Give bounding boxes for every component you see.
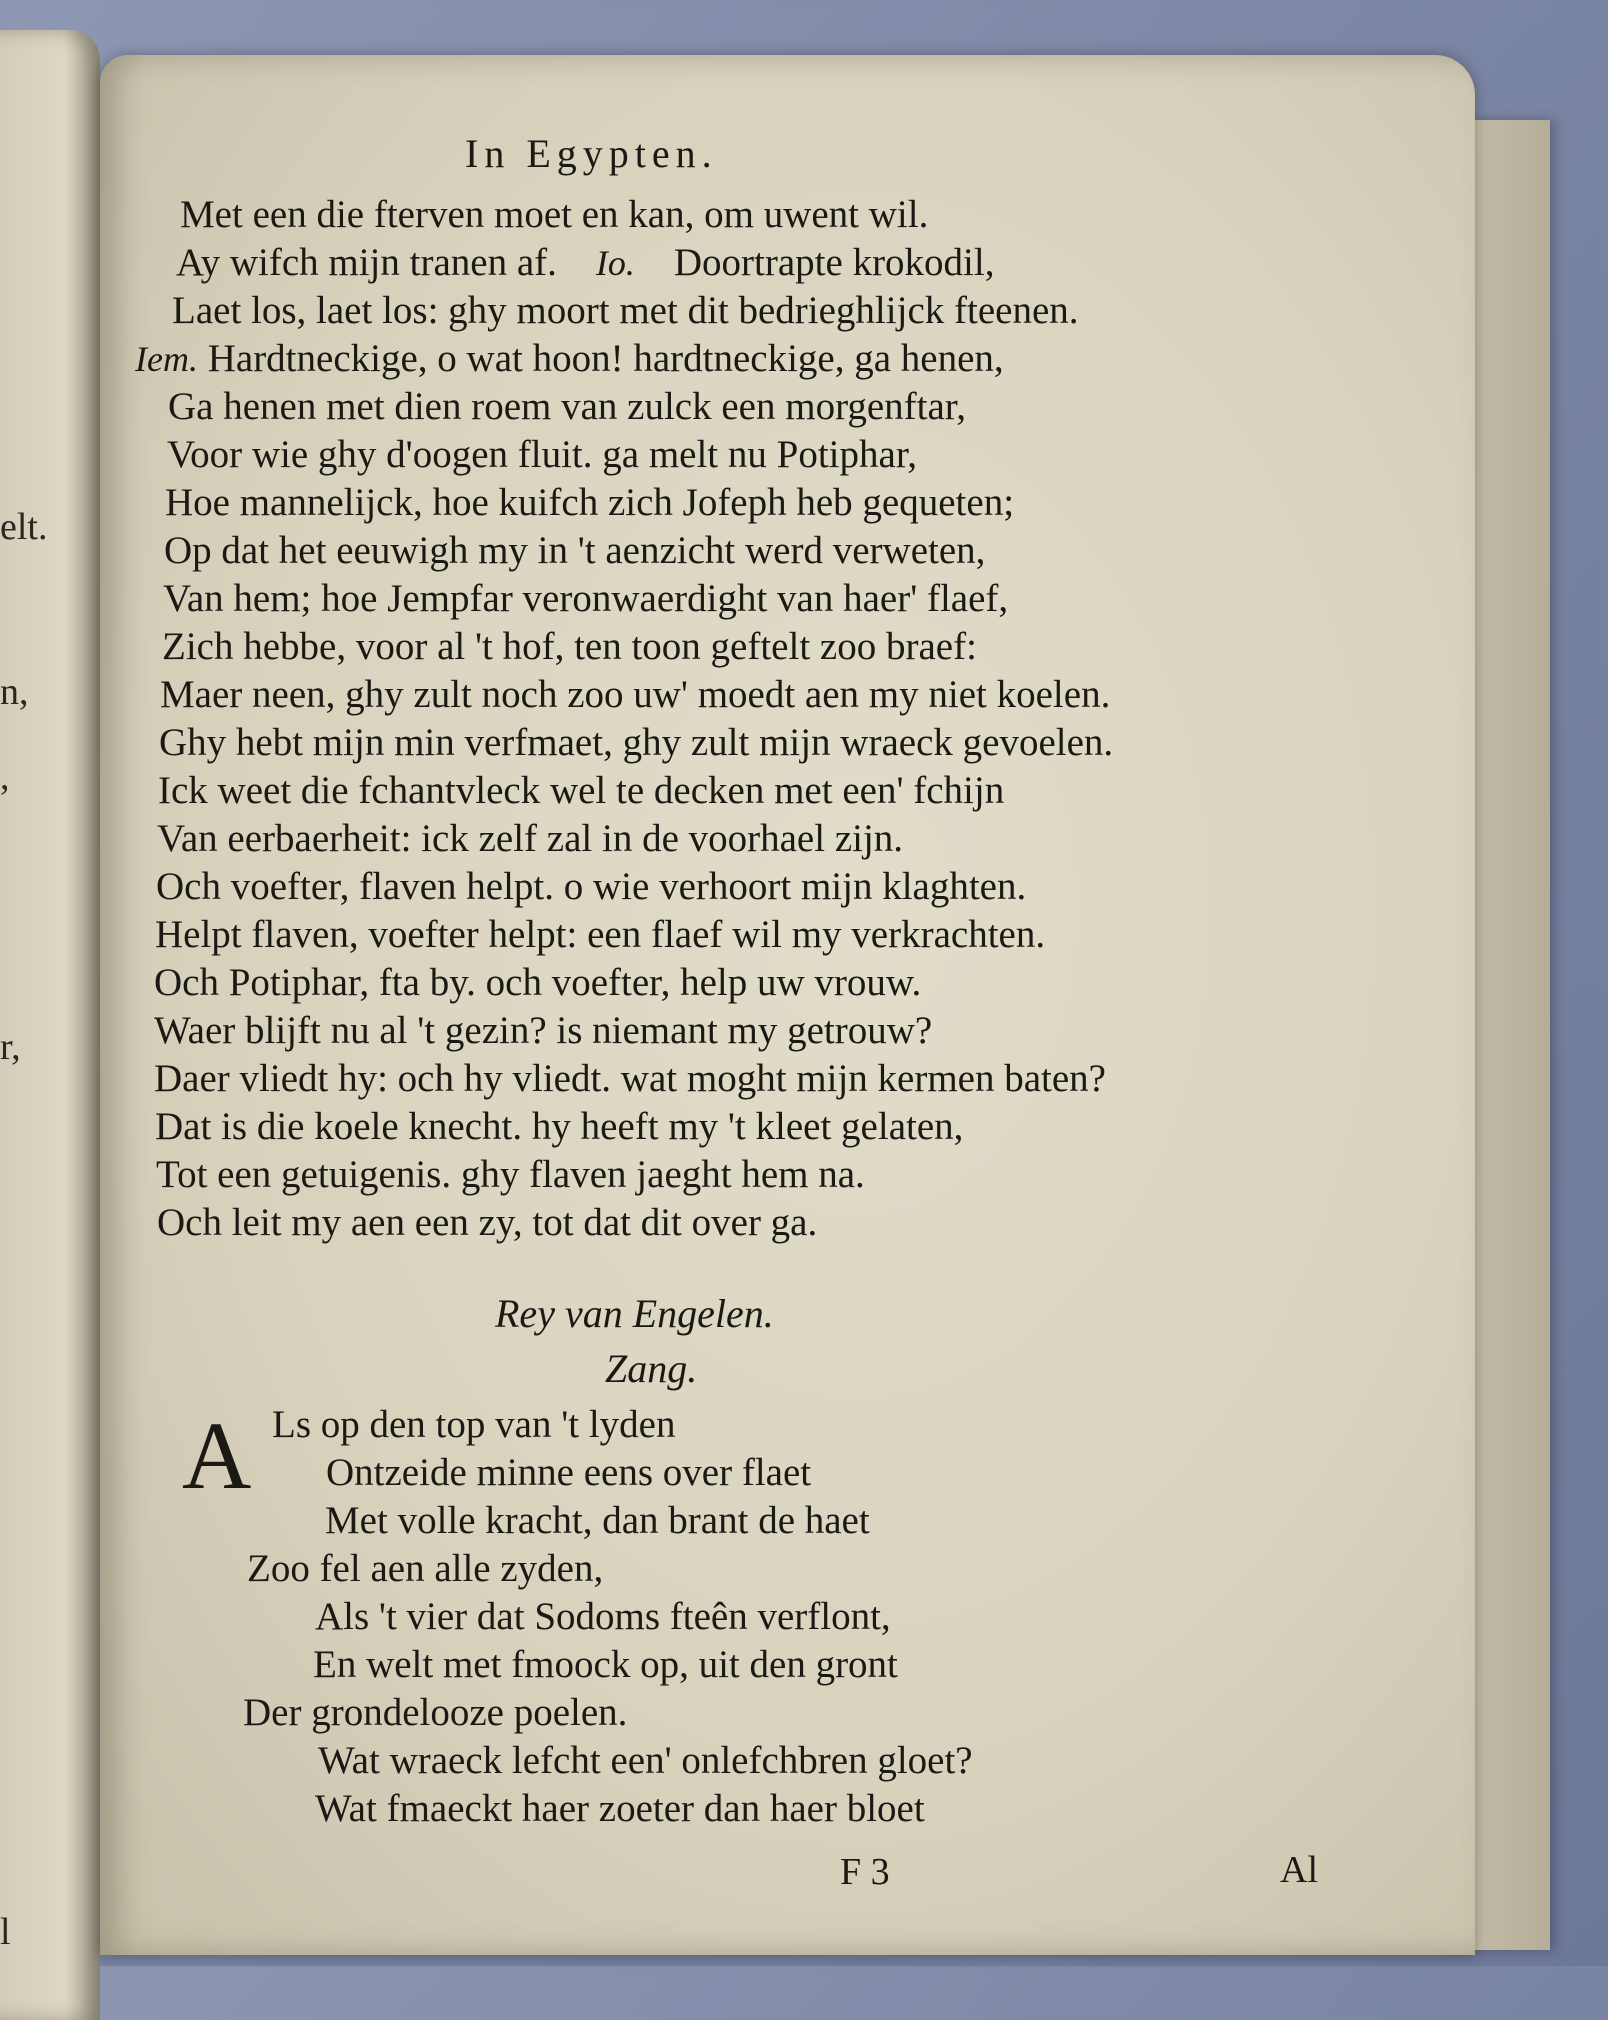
left-fragment: , xyxy=(0,756,10,798)
song-line: Wat wraeck lefcht een' onlefchbren gloet? xyxy=(318,1739,973,1782)
verse-line: Dat is die koele knecht. hy heeft my 't kleet gelaten, xyxy=(155,1105,964,1148)
verse-line: Ick weet die fchantvleck wel te decken met een' fchijn xyxy=(158,769,1005,812)
verse-line: Tot een getuigenis. ghy flaven jaeght hem na. xyxy=(156,1153,865,1196)
verse-line: Ghy hebt mijn min verfmaet, ghy zult mijn wraeck gevoelen. xyxy=(159,721,1114,764)
verse-line: Met een die fterven moet en kan, om uwent wil. xyxy=(180,193,929,236)
verse-line: Daer vliedt hy: och hy vliedt. wat moght mijn kermen baten? xyxy=(154,1057,1106,1100)
verse-text: Hardtneckige, o wat hoon! hardtneckige, ga henen, xyxy=(207,337,1004,380)
verse-line: Voor wie ghy d'oogen fluit. ga melt nu Potiphar, xyxy=(167,433,917,476)
left-fragment: l xyxy=(0,1911,11,1953)
left-fragment: n, xyxy=(0,671,29,713)
song-line: Wat fmaeckt haer zoeter dan haer bloet xyxy=(315,1787,925,1830)
verse-line xyxy=(176,243,994,282)
left-fragment: r, xyxy=(0,1026,21,1068)
signature-mark: F 3 xyxy=(840,1851,890,1893)
left-page-edge xyxy=(0,30,100,2020)
verse-line: Waer blijft nu al 't gezin? is niemant my getrouw? xyxy=(154,1009,933,1052)
verse-line: Laet los, laet los: ghy moort met dit bedrieghlijck fteenen. xyxy=(172,289,1079,332)
speaker-label: Io. xyxy=(595,243,635,283)
song-line: Ontzeide minne eens over flaet xyxy=(326,1451,812,1494)
verse-line: Hoe mannelijck, hoe kuifch zich Jofeph heb gequeten; xyxy=(165,481,1015,524)
song-line: En welt met fmoock op, uit den gront xyxy=(313,1643,898,1686)
left-fragment: elt. xyxy=(0,506,48,548)
verse-line: Ga henen met dien roem van zulck een morgenftar, xyxy=(168,385,966,428)
verse-text: Ay wifch mijn tranen af. xyxy=(176,241,557,284)
verse-line: Och leit my aen een zy, tot dat dit over ga. xyxy=(157,1201,818,1244)
song-line: Met volle kracht, dan brant de haet xyxy=(325,1499,870,1542)
chorus-heading: Rey van Engelen. xyxy=(495,1291,774,1336)
verse-line: Op dat het eeuwigh my in 't aenzicht werd verweten, xyxy=(164,529,986,572)
verse-line: Van eerbaerheit: ick zelf zal in de voorhael zijn. xyxy=(157,817,904,860)
verse-line: Zich hebbe, voor al 't hof, ten toon geftelt zoo braef: xyxy=(162,625,977,668)
song-heading: Zang. xyxy=(605,1346,698,1391)
speaker-label: Iem. xyxy=(135,339,198,379)
song-line: Ls op den top van 't lyden xyxy=(272,1403,676,1446)
verse-text: Doortrapte krokodil, xyxy=(673,241,995,284)
verse-line: Och Potiphar, fta by. och voefter, help uw vrouw. xyxy=(154,961,922,1004)
verse-line xyxy=(135,339,1004,378)
running-header: In Egypten. xyxy=(465,131,718,176)
catchword: Al xyxy=(1280,1849,1318,1891)
drop-cap: A xyxy=(182,1402,252,1509)
song-line: Der grondelooze poelen. xyxy=(243,1691,628,1734)
verse-line: Maer neen, ghy zult noch zoo uw' moedt aen my niet koelen. xyxy=(160,673,1111,716)
verse-line: Och voefter, flaven helpt. o wie verhoort mijn klaghten. xyxy=(156,865,1027,908)
verse-line: Helpt flaven, voefter helpt: een flaef wil my verkrachten. xyxy=(155,913,1046,956)
song-line: Zoo fel aen alle zyden, xyxy=(247,1547,604,1590)
song-line: Als 't vier dat Sodoms fteên verflont, xyxy=(315,1595,891,1638)
verse-line: Van hem; hoe Jempfar veronwaerdight van haer' flaef, xyxy=(163,577,1009,620)
